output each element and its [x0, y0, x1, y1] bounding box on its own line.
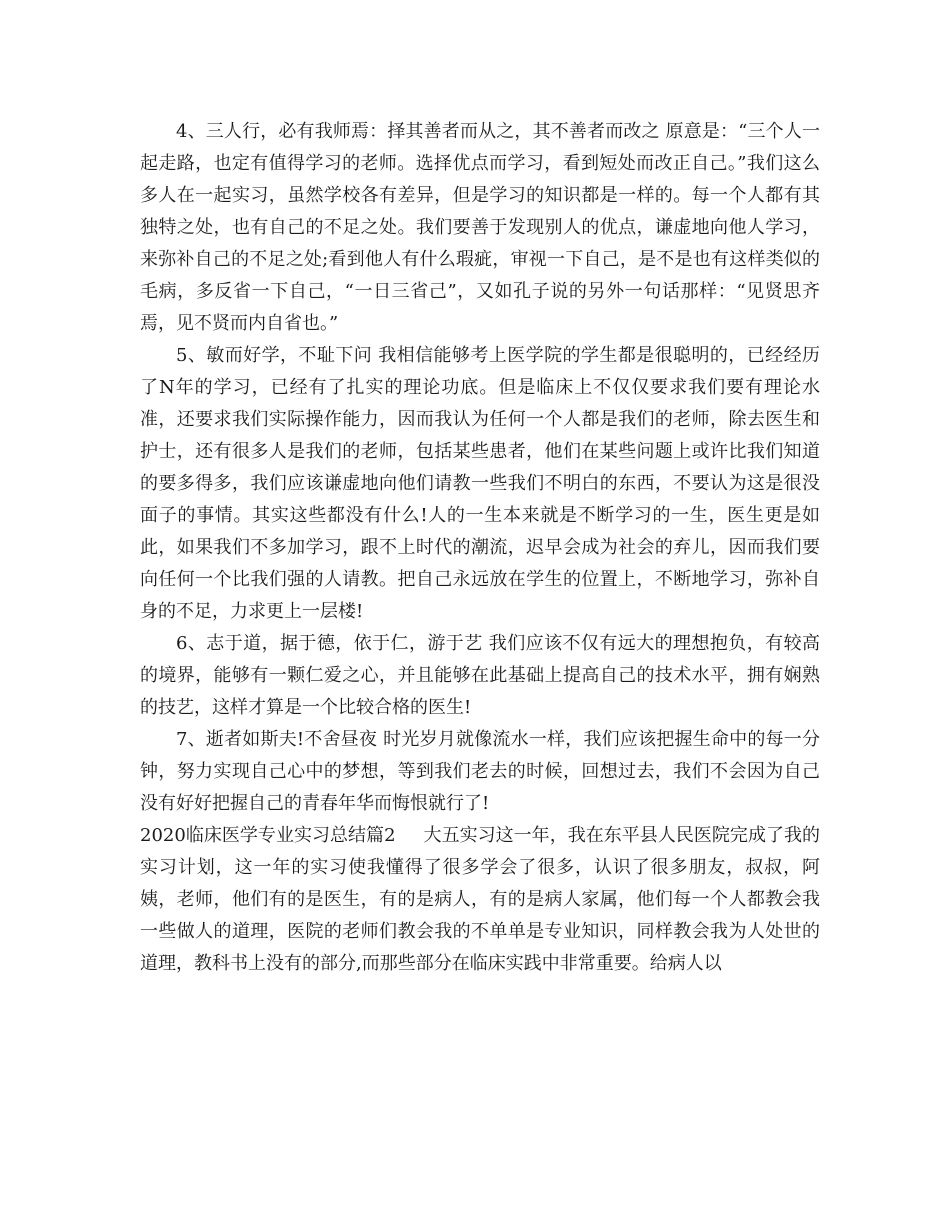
paragraph-item-4: 4、三人行，必有我师焉：择其善者而从之，其不善者而改之 原意是：“三个人一起走路，也定有值得学习的老师。选择优点而学习，看到短处而改正自己。”我们这么多人在一起实习，虽然学校各有差异，但是学习的知识都是一样的。每一个人都有其独特之处，也有自己的不足之处。我们要善于发现别人的优点，谦虚地向他人学习，来弥补自己的不足之处;看到他人有什么瑕疵，审视一下自己，是不是也有这样类似的毛病，多反省一下自己，“一日三省己”，又如孔子说的另外一句话那样：“见贤思齐焉，见不贤而内自省也。” — [140, 121, 820, 334]
document-body — [140, 116, 820, 980]
paragraph-item-5: 5、敏而好学，不耻下问 我相信能够考上医学院的学生都是很聪明的，已经经历了N年的学习，已经有了扎实的理论功底。但是临床上不仅仅要求我们要有理论水准，还要求我们实际操作能力，因而我认为任何一个人都是我们的老师，除去医生和护士，还有很多人是我们的老师，包括某些患者，他们在某些问题上或许比我们知道的要多得多，我们应该谦虚地向他们请教一些我们不明白的东西，不要认为这是很没面子的事情。其实这些都没有什么!人的一生本来就是不断学习的一生，医生更是如此，如果我们不多加学习，跟不上时代的潮流，迟早会成为社会的弃儿，因而我们要向任何一个比我们强的人请教。把自己永远放在学生的位置上，不断地学习，弥补自身的不足，力求更上一层楼! — [140, 345, 820, 622]
section-heading: 2020临床医学专业实习总结篇2 — [140, 825, 396, 846]
paragraph-item-6: 6、志于道，据于德，依于仁，游于艺 我们应该不仅有远大的理想抱负，有较高的境界，能够有一颗仁爱之心，并且能够在此基础上提高自己的技术水平，拥有娴熟的技艺，这样才算是一个比较合格的医生! — [140, 633, 820, 718]
paragraph-item-7: 7、逝者如斯夫!不舍昼夜 时光岁月就像流水一样，我们应该把握生命中的每一分钟，努力实现自己心中的梦想，等到我们老去的时候，回想过去，我们不会因为自己没有好好把握自己的青春年华而悔恨就行了! — [140, 729, 820, 814]
section-text: 大五实习这一年，我在东平县人民医院完成了我的实习计划，这一年的实习使我懂得了很多学会了很多，认识了很多朋友，叔叔，阿姨，老师，他们有的是医生，有的是病人，有的是病人家属，他们每一个人都教会我一些做人的道理，医院的老师们教会我的不单单是专业知识，同样教会我为人处世的道理，教科书上没有的部分,而那些部分在临床实践中非常重要。给病人以 — [140, 825, 821, 974]
section-paragraph — [140, 820, 820, 980]
